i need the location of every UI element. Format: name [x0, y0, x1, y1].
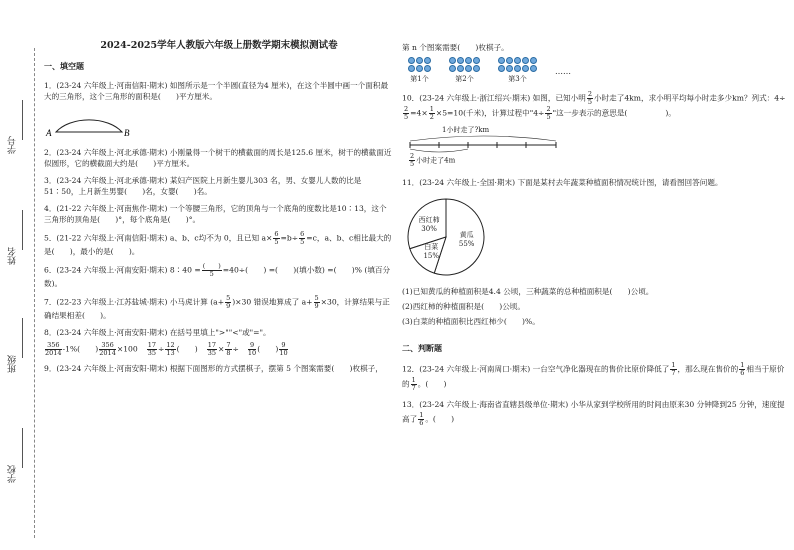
text-segment: × [218, 344, 225, 354]
text-segment: ×30，计算结果与正确结果相差( )。 [44, 297, 390, 320]
question-text [44, 231, 394, 257]
question-7 [44, 295, 394, 321]
text-segment: =4× [410, 108, 428, 118]
question-8 [44, 327, 394, 357]
comparison-item [247, 342, 289, 357]
pie-slice-label: 黄瓜 55% [458, 231, 475, 249]
question-text: 9．(23-24 六年级上·河南安阳·期末) 根据下面图形的方式摆棋子，摆第 5 个图案需要( )枚棋子， [44, 364, 383, 373]
fraction: $\frac{9}{10}$ [247, 341, 257, 357]
fraction: $\frac{356}{2014}$ [99, 341, 116, 357]
fraction: $\frac{356}{2014}$ [45, 341, 62, 357]
text-segment: )×30 错误地算成了 a+ [232, 297, 313, 307]
fraction: $\frac{2}{5}$ [587, 90, 592, 106]
text-segment: ×100 [116, 344, 138, 354]
left-column [44, 40, 394, 380]
fraction: $\frac{6}{5}$ [274, 230, 279, 246]
question-text: 2．(23-24 六年级上·河北承德·期末) 小刚量得一个树干的横截面的周长是125.6 厘米，树干的横截面近似圆形，它的横截面大约是( )平方厘米。 [44, 148, 392, 168]
fraction: $\frac{1}{2}$ [429, 105, 434, 121]
question-text: 11．(23-24 六年级上·全国·期末) 下面是某村去年蔬菜种植面积情况统计图，请看图回答问题。 [402, 178, 723, 187]
text-segment: ( ) [257, 344, 279, 354]
fraction: $\frac{5}{9}$ [314, 294, 319, 310]
question-text [44, 263, 394, 289]
section-fill-heading: 一、填空题 [44, 61, 84, 71]
question-12 [402, 362, 787, 392]
dot-grid [408, 57, 431, 72]
fraction: $\frac{7}{8}$ [226, 341, 231, 357]
binding-margin [0, 0, 40, 550]
question-11-part-3: (3)白菜的种植面积比西红柿少( )%。 [402, 317, 540, 326]
question-text: 4．(21-22 六年级上·河南焦作·期末) 一个等腰三角形，它的顶角与一个底角的度数比是10∶13，这个三角形的顶角是( )°，每个底角是( )°。 [44, 204, 387, 224]
text-segment: ( ) [176, 344, 198, 354]
fold-line [34, 48, 35, 538]
margin-underline [22, 318, 23, 358]
question-9-continued: 第 n 个图案需要( )枚棋子。 [402, 43, 509, 52]
ellipsis: …… [555, 66, 571, 76]
margin-label-class: 班级 [8, 355, 18, 373]
question-11 [402, 177, 787, 327]
comparison-row [44, 342, 394, 357]
text-segment: 。( ) [417, 379, 447, 389]
pattern-3 [498, 57, 537, 85]
text-segment: 相当于原价的 [402, 364, 785, 389]
text-segment: =c，a、b、c相比最大的是( )，最小的是( )。 [44, 233, 392, 256]
diagram-top-label: 1小时走了?km [442, 126, 490, 134]
question-11-part-2: (2)西红柿的种植面积是( )公顷。 [402, 302, 525, 311]
fraction: $\frac{2}{5}$ [546, 105, 551, 121]
chess-patterns [408, 57, 787, 85]
question-13 [402, 398, 787, 427]
text-segment: =b÷ [280, 233, 299, 243]
pattern-2 [449, 57, 480, 85]
fraction: $\frac{1}{6}$ [740, 361, 745, 377]
fraction: $\frac{17}{35}$ [207, 341, 217, 357]
question-text: 1．(23-24 六年级上·河南信阳·期末) 如图所示是一个半圆(直径为4 厘米)，在这个半圆中画一个面积最大的三角形，这个三角形的面积是( )平方厘米。 [44, 81, 389, 101]
question-10 [402, 91, 787, 169]
fraction: $\frac{2}{5}$ [404, 105, 409, 121]
diagram-bottom-label: $\frac{2}{5}$ 小时走了4m [410, 152, 456, 168]
question-text [44, 295, 394, 321]
text-segment: ×5=10(千米)，计算过程中"4÷ [435, 108, 545, 118]
page-title: 2024-2025学年人教版六年级上册数学期末模拟测试卷 [100, 40, 338, 51]
pie-slice-label: 西红柿 30% [418, 215, 440, 233]
right-column [402, 42, 787, 433]
question-5 [44, 231, 394, 257]
margin-underline [22, 210, 23, 250]
question-4 [44, 203, 394, 225]
fraction: $\frac{( )}{5}$ [202, 262, 221, 278]
question-text: 3．(23-24 六年级上·河北承德·期末) 某妇产医院上月新生婴儿303 名，男、女婴儿人数的比是51∶50，上月新生男婴( )名，女婴( )名。 [44, 176, 362, 196]
fraction: $\frac{1}{7}$ [411, 376, 416, 392]
text-segment: 小时走了4km，求小明平均每小时走多少km？列式：4÷ [593, 93, 786, 103]
text-segment: 10．(23-24 六年级上·浙江绍兴·期末) 如图，已知小明 [402, 93, 586, 103]
pattern-label: 第2个 [455, 75, 474, 83]
line-diagram [406, 125, 566, 169]
text-segment: -1%( ) [62, 344, 99, 354]
pattern-label: 第3个 [508, 75, 527, 83]
margin-label-id: 学号 [8, 136, 18, 154]
dot-grid [498, 57, 537, 72]
comparison-item [44, 342, 138, 357]
question-3 [44, 175, 394, 197]
text-segment: ，那么现在售价的 [677, 364, 739, 374]
dot-grid [449, 57, 480, 72]
text-segment: ÷ [232, 344, 239, 354]
fraction: $\frac{5}{9}$ [226, 294, 231, 310]
fraction: $\frac{9}{10}$ [279, 341, 288, 357]
question-11-part-1: (1)已知黄瓜的种植面积是4.4 公顷，三种蔬菜的总种植面积是( )公顷。 [402, 287, 654, 296]
pie-slice-label: 白菜 15% [423, 242, 439, 260]
text-segment: 6．(23-24 六年级上·河南安阳·期末) 8∶40 = [44, 265, 201, 275]
text-segment: ÷ [157, 344, 165, 354]
text-segment: =40÷( ) =( )(填小数) =( )% (填百分数)。 [44, 265, 391, 288]
pie-chart [406, 192, 516, 282]
fraction: $\frac{1}{6}$ [419, 411, 424, 427]
margin-underline [22, 100, 23, 140]
fraction: $\frac{17}{35}$ [147, 341, 156, 357]
pattern-1 [408, 57, 431, 85]
comparison-item [146, 342, 198, 357]
fraction: $\frac{12}{13}$ [166, 341, 175, 357]
text-segment: 。( ) [425, 414, 455, 424]
comparison-item [206, 342, 239, 357]
section-judge-heading: 二、判断题 [402, 343, 442, 353]
fraction: $\frac{1}{7}$ [671, 361, 676, 377]
text-segment: "这一步表示的意思是( )。 [552, 108, 676, 118]
question-6 [44, 263, 394, 289]
semicircle-shape [56, 120, 122, 132]
question-text [402, 91, 787, 121]
question-text [402, 398, 787, 427]
text-segment: 7．(22-23 六年级上·江苏盐城·期末) 小马虎计算 (a+ [44, 297, 225, 307]
text-segment: 5．(21-22 六年级上·河南信阳·期末) a、b、c均不为 0，且已知 a× [44, 233, 273, 243]
text-segment: 13．(23-24 六年级上·海南省直辖县级单位·期末) 小华从家到学校所用的时间由原来30 分钟降到25 分钟，速度提高了 [402, 400, 785, 424]
point-a-label: A [46, 128, 52, 138]
text-segment: 12．(23-24 六年级上·河南周口·期末) 一台空气净化器现在的售价比原价降低了 [402, 364, 670, 374]
question-text: 8．(23-24 六年级上·河南安阳·期末) 在括号里填上">""<"或"="。 [44, 328, 271, 337]
question-text [402, 362, 787, 392]
fraction: $\frac{6}{5}$ [300, 230, 305, 246]
point-b-label: B [124, 128, 130, 138]
question-2 [44, 147, 394, 169]
question-1 [44, 80, 394, 141]
margin-label-school: 学校 [8, 465, 18, 483]
pattern-label: 第1个 [410, 75, 429, 83]
question-9 [44, 363, 394, 374]
semicircle-figure [44, 106, 144, 138]
margin-label-name: 姓名 [8, 247, 18, 265]
margin-underline [22, 428, 23, 468]
